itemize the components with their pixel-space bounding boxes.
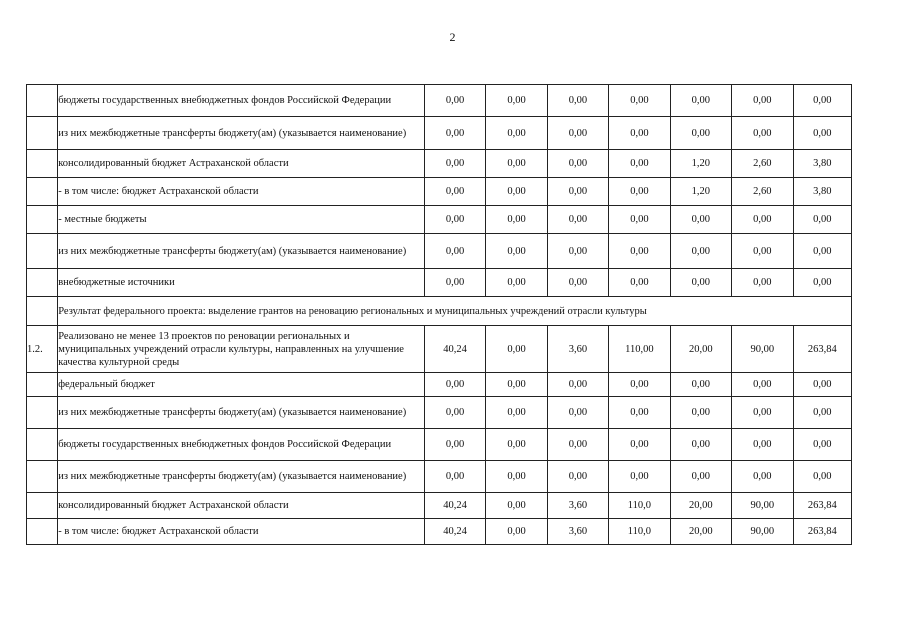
value-cell: 20,00 [670, 519, 731, 545]
value-cell: 0,00 [486, 397, 547, 429]
table-row [27, 85, 852, 117]
row-label: из них межбюджетные трансферты бюджету(ам) (указывается наименование) [58, 397, 425, 429]
row-number [27, 206, 58, 234]
value-cell: 0,00 [486, 85, 547, 117]
value-cell: 0,00 [609, 429, 670, 461]
value-cell: 0,00 [486, 234, 547, 269]
row-number [27, 269, 58, 297]
value-cell: 0,00 [732, 429, 793, 461]
value-cell: 2,60 [732, 178, 793, 206]
value-cell: 0,00 [793, 373, 852, 397]
row-number: 1.2. [27, 326, 58, 373]
value-cell: 90,00 [732, 519, 793, 545]
value-cell: 0,00 [424, 397, 485, 429]
value-cell: 0,00 [793, 397, 852, 429]
row-number [27, 178, 58, 206]
table-row [27, 150, 852, 178]
table-row [27, 493, 852, 519]
value-cell: 0,00 [732, 397, 793, 429]
value-cell: 0,00 [732, 461, 793, 493]
value-cell: 0,00 [547, 269, 608, 297]
value-cell: 3,80 [793, 178, 852, 206]
value-cell: 0,00 [424, 461, 485, 493]
value-cell: 0,00 [670, 397, 731, 429]
table-row [27, 461, 852, 493]
table-row [27, 117, 852, 150]
value-cell: 0,00 [793, 461, 852, 493]
row-label: из них межбюджетные трансферты бюджету(ам) (указывается наименование) [58, 234, 425, 269]
value-cell: 0,00 [547, 117, 608, 150]
row-number [27, 461, 58, 493]
row-number [27, 297, 58, 326]
section-heading: Результат федерального проекта: выделение грантов на реновацию региональных и муниципальных учреждений отрасли культуры [58, 297, 852, 326]
value-cell: 0,00 [793, 206, 852, 234]
value-cell: 0,00 [547, 397, 608, 429]
row-number [27, 519, 58, 545]
value-cell: 0,00 [424, 206, 485, 234]
budget-table [26, 84, 852, 545]
value-cell: 0,00 [547, 461, 608, 493]
value-cell: 110,0 [609, 493, 670, 519]
value-cell: 0,00 [670, 234, 731, 269]
table-row [27, 373, 852, 397]
value-cell: 0,00 [486, 373, 547, 397]
value-cell: 0,00 [732, 206, 793, 234]
value-cell: 0,00 [732, 373, 793, 397]
row-number [27, 234, 58, 269]
value-cell: 0,00 [424, 269, 485, 297]
value-cell: 0,00 [609, 234, 670, 269]
value-cell: 0,00 [424, 178, 485, 206]
value-cell: 0,00 [670, 461, 731, 493]
value-cell: 110,0 [609, 519, 670, 545]
row-label: - в том числе: бюджет Астраханской области [58, 519, 425, 545]
value-cell: 0,00 [793, 234, 852, 269]
value-cell: 0,00 [424, 150, 485, 178]
value-cell: 0,00 [424, 85, 485, 117]
row-label: консолидированный бюджет Астраханской области [58, 150, 425, 178]
value-cell: 0,00 [732, 117, 793, 150]
row-label: - в том числе: бюджет Астраханской области [58, 178, 425, 206]
value-cell: 0,00 [609, 85, 670, 117]
value-cell: 0,00 [424, 117, 485, 150]
table-row [27, 234, 852, 269]
value-cell: 0,00 [793, 269, 852, 297]
value-cell: 0,00 [609, 178, 670, 206]
row-number [27, 85, 58, 117]
value-cell: 0,00 [486, 429, 547, 461]
value-cell: 0,00 [670, 206, 731, 234]
value-cell: 1,20 [670, 150, 731, 178]
value-cell: 0,00 [547, 429, 608, 461]
value-cell: 1,20 [670, 178, 731, 206]
value-cell: 0,00 [547, 206, 608, 234]
value-cell: 2,60 [732, 150, 793, 178]
value-cell: 0,00 [670, 373, 731, 397]
value-cell: 0,00 [609, 269, 670, 297]
value-cell: 0,00 [486, 493, 547, 519]
table-row [27, 206, 852, 234]
value-cell: 3,60 [547, 493, 608, 519]
value-cell: 0,00 [609, 397, 670, 429]
value-cell: 20,00 [670, 493, 731, 519]
row-number [27, 429, 58, 461]
value-cell: 0,00 [732, 85, 793, 117]
row-label: консолидированный бюджет Астраханской области [58, 493, 425, 519]
value-cell: 0,00 [609, 373, 670, 397]
page-number: 2 [449, 30, 456, 44]
value-cell: 110,00 [609, 326, 670, 373]
value-cell: 0,00 [609, 206, 670, 234]
value-cell: 0,00 [547, 85, 608, 117]
table-row [27, 326, 852, 373]
value-cell: 0,00 [670, 269, 731, 297]
value-cell: 90,00 [732, 493, 793, 519]
value-cell: 0,00 [424, 234, 485, 269]
value-cell: 0,00 [793, 429, 852, 461]
row-label: из них межбюджетные трансферты бюджету(ам) (указывается наименование) [58, 117, 425, 150]
value-cell: 0,00 [547, 234, 608, 269]
row-label: федеральный бюджет [58, 373, 425, 397]
row-label: Реализовано не менее 13 проектов по реновации региональных и муниципальных учреждений отрасли культуры, направленных на улучшение качества культурной среды [58, 326, 425, 373]
row-label: бюджеты государственных внебюджетных фондов Российской Федерации [58, 429, 425, 461]
value-cell: 0,00 [486, 461, 547, 493]
value-cell: 0,00 [486, 519, 547, 545]
value-cell: 0,00 [547, 150, 608, 178]
value-cell: 0,00 [670, 85, 731, 117]
row-label: внебюджетные источники [58, 269, 425, 297]
value-cell: 0,00 [547, 178, 608, 206]
value-cell: 0,00 [486, 206, 547, 234]
value-cell: 40,24 [424, 493, 485, 519]
value-cell: 0,00 [609, 117, 670, 150]
row-label: бюджеты государственных внебюджетных фондов Российской Федерации [58, 85, 425, 117]
row-label: из них межбюджетные трансферты бюджету(ам) (указывается наименование) [58, 461, 425, 493]
value-cell: 90,00 [732, 326, 793, 373]
table-row [27, 178, 852, 206]
value-cell: 40,24 [424, 326, 485, 373]
table-row [27, 397, 852, 429]
row-number [27, 117, 58, 150]
value-cell: 0,00 [486, 117, 547, 150]
table-row [27, 297, 852, 326]
value-cell: 263,84 [793, 326, 852, 373]
value-cell: 0,00 [670, 117, 731, 150]
table-row [27, 429, 852, 461]
value-cell: 0,00 [732, 269, 793, 297]
value-cell: 0,00 [486, 269, 547, 297]
value-cell: 20,00 [670, 326, 731, 373]
row-number [27, 373, 58, 397]
value-cell: 0,00 [424, 373, 485, 397]
value-cell: 0,00 [732, 234, 793, 269]
table-row [27, 519, 852, 545]
value-cell: 0,00 [424, 429, 485, 461]
value-cell: 3,60 [547, 519, 608, 545]
value-cell: 0,00 [793, 117, 852, 150]
value-cell: 0,00 [486, 150, 547, 178]
row-number [27, 397, 58, 429]
value-cell: 263,84 [793, 493, 852, 519]
value-cell: 40,24 [424, 519, 485, 545]
value-cell: 0,00 [609, 461, 670, 493]
value-cell: 0,00 [609, 150, 670, 178]
row-label: - местные бюджеты [58, 206, 425, 234]
budget-table-body [27, 85, 852, 545]
value-cell: 3,80 [793, 150, 852, 178]
value-cell: 3,60 [547, 326, 608, 373]
value-cell: 0,00 [486, 326, 547, 373]
table-row [27, 269, 852, 297]
row-number [27, 493, 58, 519]
value-cell: 0,00 [486, 178, 547, 206]
value-cell: 0,00 [793, 85, 852, 117]
value-cell: 0,00 [547, 373, 608, 397]
row-number [27, 150, 58, 178]
value-cell: 263,84 [793, 519, 852, 545]
value-cell: 0,00 [670, 429, 731, 461]
